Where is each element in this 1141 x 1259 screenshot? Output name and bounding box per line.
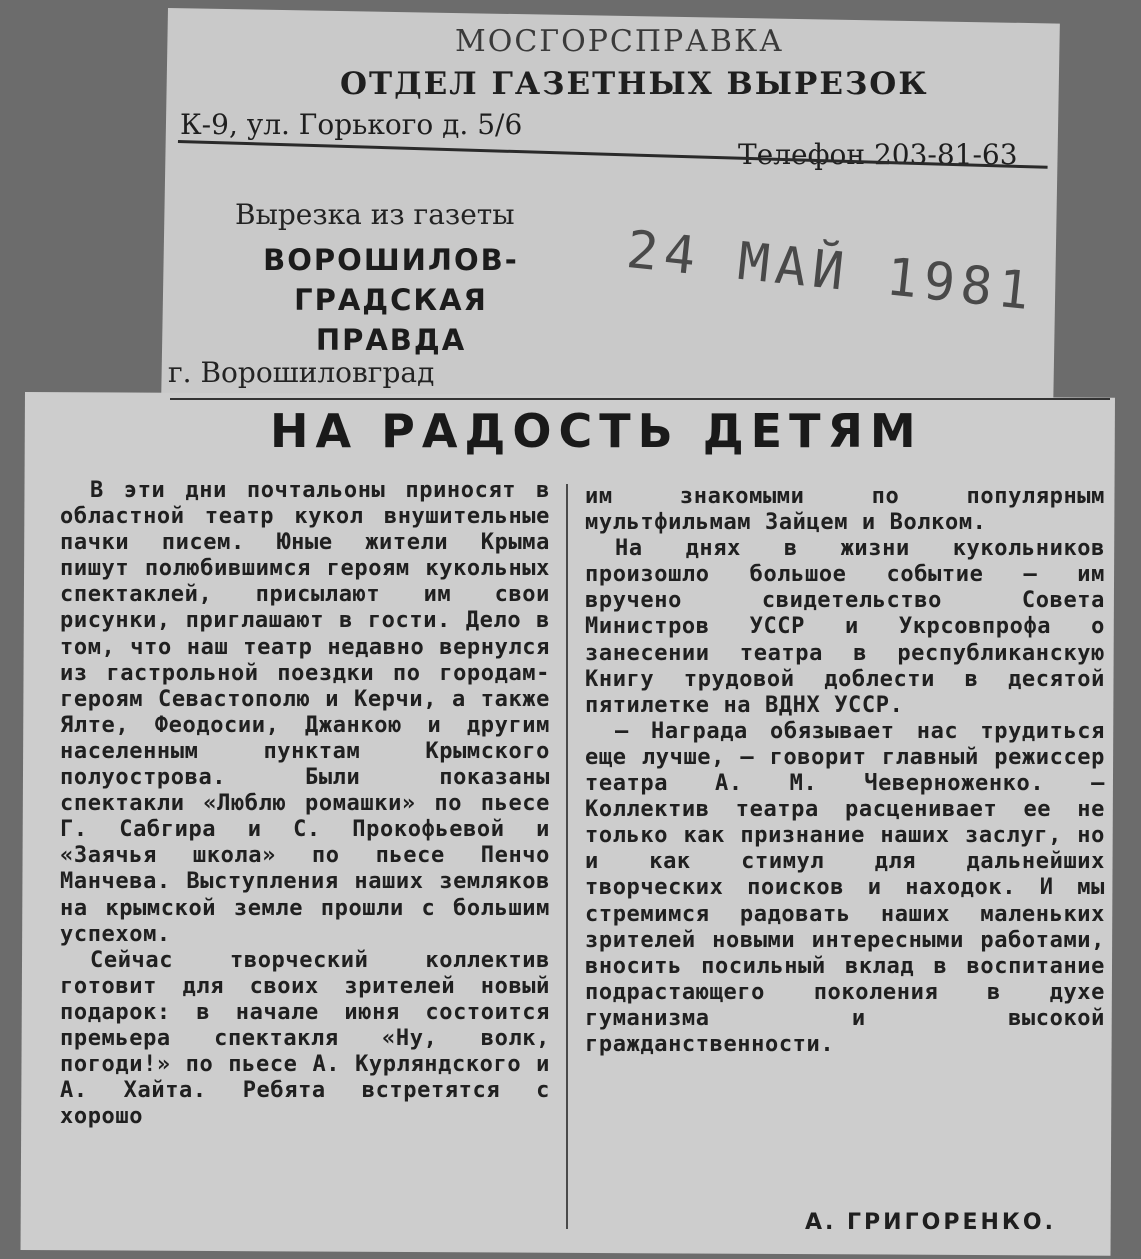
newspaper-name-line-1: ВОРОШИЛОВ- [263, 243, 519, 277]
article-column-right [585, 484, 1105, 1058]
paragraph: На днях в жизни кукольников произошло большое событие — им вручено свидетельство Совета Министров УССР и Укрсовпрофа о занесении театра в республиканскую Книгу трудовой доблести в десятой пятилетке на ВДНХ УССР. [585, 536, 1105, 718]
author-signature: А. ГРИГОРЕНКО. [805, 1210, 1056, 1235]
paragraph: им знакомыми по популярным мультфильмам Зайцем и Волком. [585, 484, 1105, 536]
phone: Телефон 203-81-63 [738, 138, 1018, 171]
cut-label: Вырезка из газеты [235, 198, 515, 231]
address: К-9, ул. Горького д. 5/6 [180, 108, 523, 141]
title-rule [170, 398, 1110, 400]
date-stamp: 24 МАЙ 1981 [623, 220, 1039, 323]
paragraph: В эти дни почтальоны приносят в областной театр кукол внушительные пачки писем. Юные жители Крыма пишут полюбившимся героям кукольных спектаклей, присылают им свои рисунки, приглашают в гости. Дело в том, что наш театр недавно вернулся из гастрольной поездки по городам-героям Севастополю и Керчи, а также Ялте, Феодосии, Джанкою и другим населенным пунктам Крымского полуострова. Были показаны спектакли «Люблю ромашки» по пьесе Г. Сабгира и С. Прокофьевой и «Заячья школа» по пьесе Пенчо Манчева. Выступления наших земляков на крымской земле прошли с большим успехом. [60, 478, 550, 947]
column-divider [566, 484, 568, 1229]
department-name: ОТДЕЛ ГАЗЕТНЫХ ВЫРЕЗОК [340, 66, 929, 102]
newspaper-name-line-3: ПРАВДА [315, 323, 467, 357]
paragraph: — Награда обязывает нас трудиться еще лучше, — говорит главный режиссер театра А. М. Чеверноженко. — Коллектив театра расценивает ее не только как признание наших заслуг, но и как стимул для дальнейших творческих поисков и находок. И мы стремимся радовать наших маленьких зрителей новыми интересными работами, вносить посильный вклад в воспитание подрастающего поколения в духе гуманизма и высокой гражданственности. [585, 718, 1105, 1057]
newspaper-city: г. Ворошиловград [168, 356, 435, 389]
article-title: НА РАДОСТЬ ДЕТЯМ [270, 404, 923, 458]
org-name: МОСГОРСПРАВКА [455, 24, 784, 59]
article-column-left [60, 478, 550, 1130]
newspaper-name-line-2: ГРАДСКАЯ [294, 283, 488, 317]
paragraph: Сейчас творческий коллектив готовит для своих зрителей новый подарок: в начале июня состоится премьера спектакля «Ну, волк, погоди!» по пьесе А. Курляндского и А. Хайта. Ребята встретятся с хорошо [60, 947, 550, 1130]
newspaper-name [256, 240, 526, 360]
